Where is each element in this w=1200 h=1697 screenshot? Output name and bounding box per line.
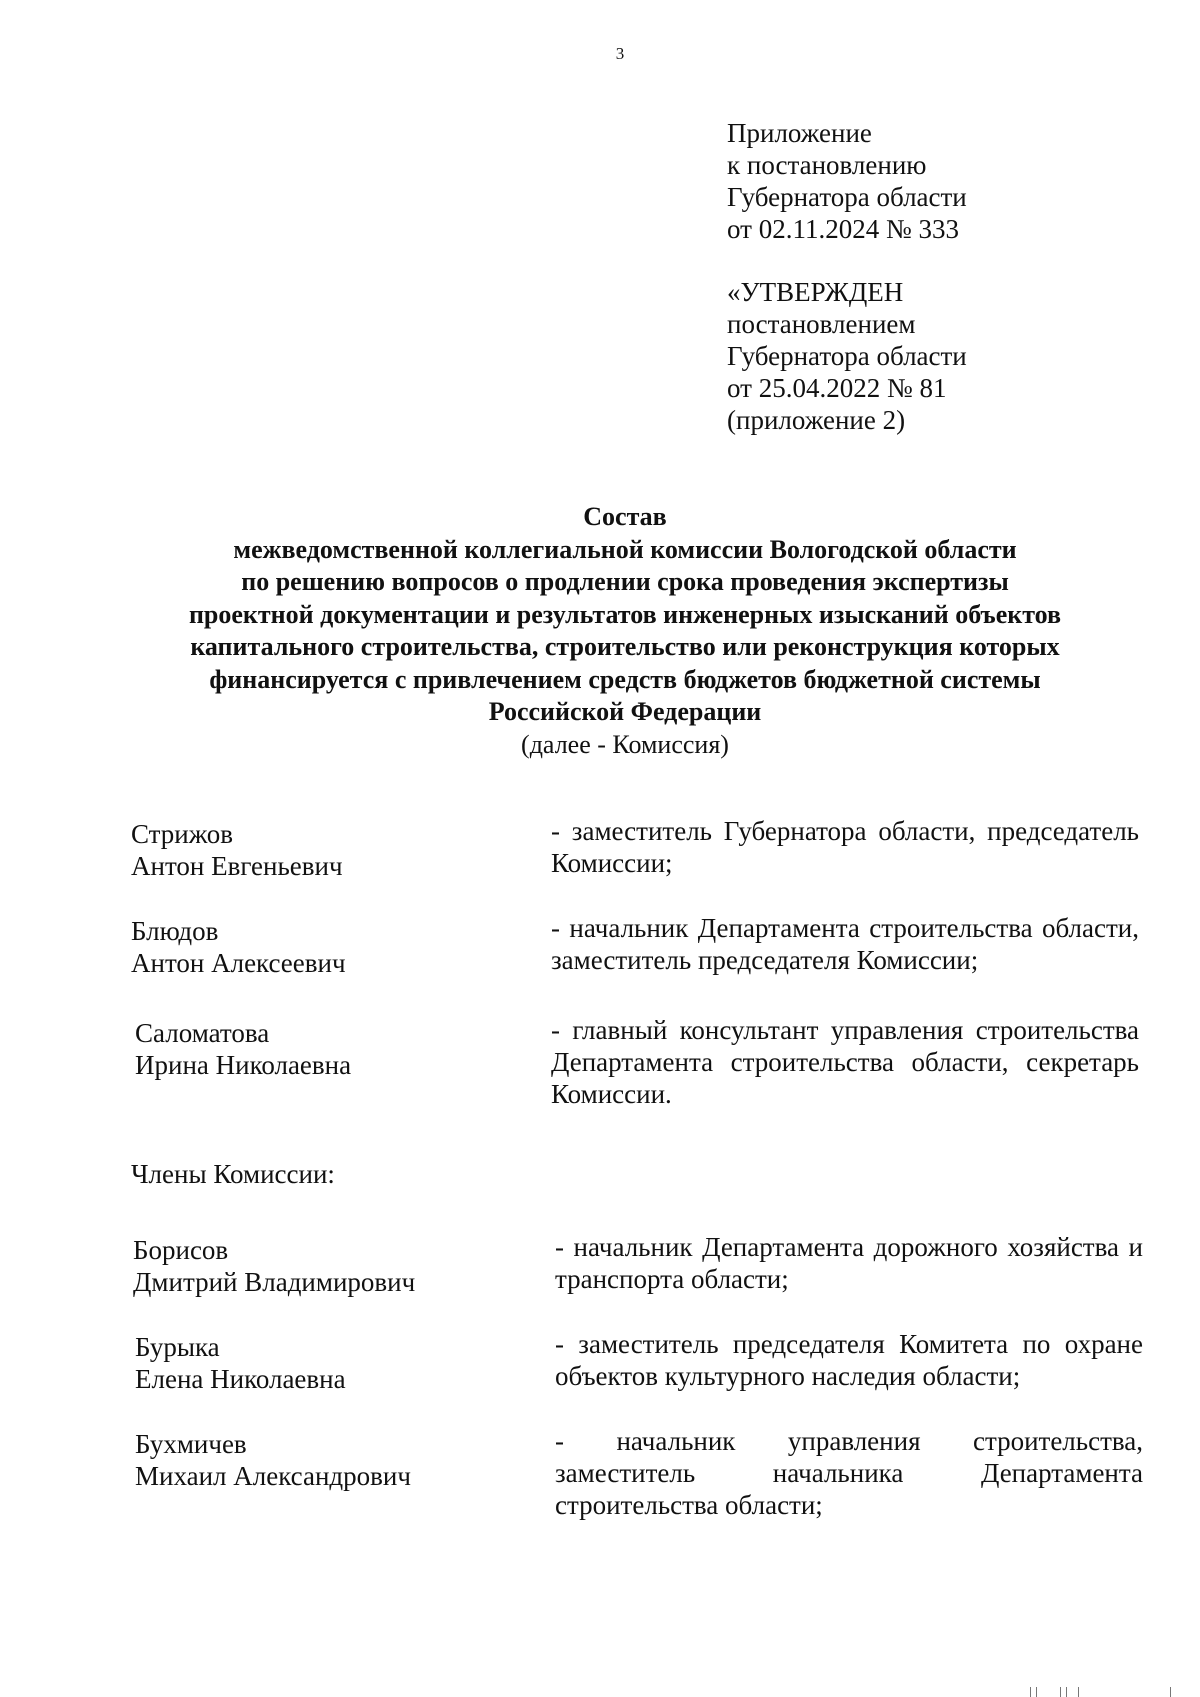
appendix-note-line: Губернатора области <box>727 182 967 212</box>
member-role: - заместитель председателя Комитета по охране объектов культурного наследия области; <box>555 1329 1143 1391</box>
title-line: проектной документации и результатов инженерных изысканий объектов <box>188 599 1062 629</box>
member-role: - начальник Департамента строительства области, заместитель председателя Комиссии; <box>551 913 1139 975</box>
page-number: 3 <box>615 44 625 63</box>
member-surname: Бурыка <box>135 1332 220 1362</box>
member-name <box>135 1331 535 1395</box>
approval-note-line: (приложение 2) <box>727 405 906 435</box>
member-given-names: Елена Николаевна <box>135 1364 346 1394</box>
approval-note-line: от 25.04.2022 № 81 <box>727 373 947 403</box>
approval-note-line: постановлением <box>727 309 916 339</box>
member-name <box>135 1428 535 1492</box>
member-surname: Бухмичев <box>135 1429 247 1459</box>
member-given-names: Михаил Александрович <box>135 1461 411 1491</box>
member-role: - начальник управления строительства, заместитель начальника Департамента строительства области; <box>555 1426 1143 1520</box>
title-line: Состав <box>583 502 667 531</box>
title-line: по решению вопросов о продлении срока проведения экспертизы <box>241 567 1009 596</box>
members-heading: Члены Комиссии: <box>131 1159 335 1189</box>
member-given-names: Ирина Николаевна <box>135 1050 352 1080</box>
approval-note-line: Губернатора области <box>727 341 967 371</box>
appendix-note-line: от 02.11.2024 № 333 <box>727 214 959 244</box>
member-name <box>133 1234 533 1298</box>
approval-note-line: «УТВЕРЖДЕН <box>727 277 904 307</box>
member-name <box>135 1017 535 1081</box>
member-role: - начальник Департамента дорожного хозяйства и транспорта области; <box>555 1232 1143 1294</box>
title-subtitle: (далее - Комиссия) <box>521 729 729 759</box>
member-surname: Саломатова <box>135 1018 270 1048</box>
member-given-names: Антон Евгеньевич <box>131 851 343 881</box>
member-name <box>131 915 531 979</box>
member-role: - главный консультант управления строительства Департамента строительства области, секретарь Комиссии. <box>551 1015 1139 1109</box>
appendix-note-line: к постановлению <box>727 150 927 180</box>
member-surname: Борисов <box>133 1235 229 1265</box>
title-line: финансируется с привлечением средств бюджетов бюджетной системы <box>209 664 1041 694</box>
member-given-names: Антон Алексеевич <box>131 948 346 978</box>
appendix-note <box>727 117 1147 245</box>
member-surname: Блюдов <box>131 916 219 946</box>
title-line: межведомственной коллегиальной комиссии Вологодской области <box>233 534 1017 564</box>
approval-note <box>727 276 1147 436</box>
scan-artifact-marks <box>1030 1683 1180 1697</box>
appendix-note-line: Приложение <box>727 118 872 148</box>
member-surname: Стрижов <box>131 819 233 849</box>
document-title <box>100 501 1150 761</box>
member-role: - заместитель Губернатора области, председатель Комиссии; <box>551 816 1139 878</box>
member-given-names: Дмитрий Владимирович <box>133 1267 416 1297</box>
title-line: Российской Федерации <box>488 697 762 726</box>
member-name <box>131 818 531 882</box>
title-line: капитального строительства, строительство или реконструкция которых <box>190 632 1060 661</box>
